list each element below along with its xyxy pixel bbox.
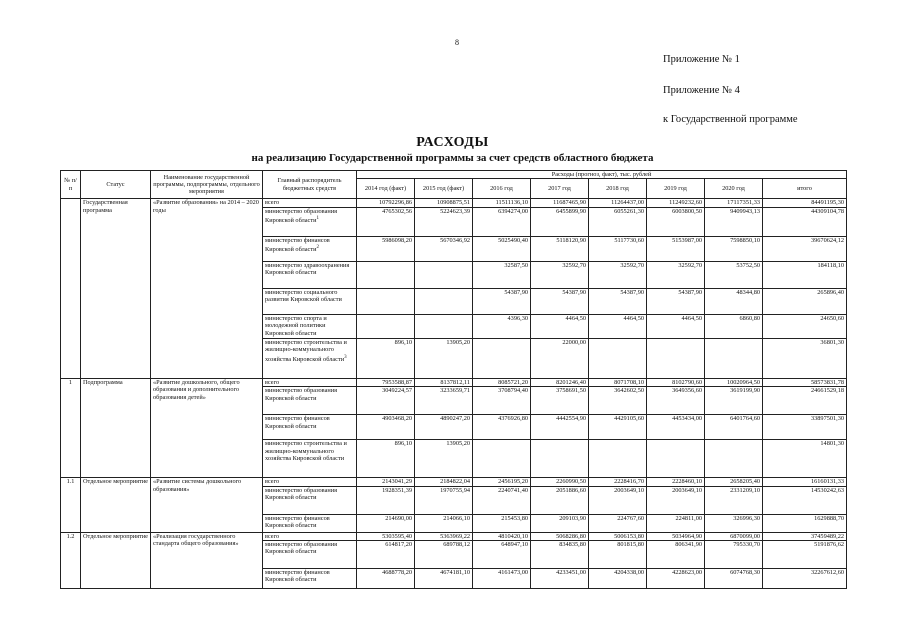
value-cell [589, 440, 647, 478]
value-cell: 896,10 [357, 440, 415, 478]
value-cell: 224811,00 [647, 514, 705, 532]
row-name: «Развитие образования» на 2014 – 2020 годы [151, 199, 263, 378]
row-executor [263, 478, 357, 486]
header-year: 2018 год [589, 179, 647, 199]
value-cell [705, 338, 763, 378]
value-cell [647, 440, 705, 478]
value-cell: 209103,90 [531, 514, 589, 532]
value-cell: 214066,10 [415, 514, 473, 532]
value-cell: 326996,30 [705, 514, 763, 532]
value-cell: 2003649,10 [589, 486, 647, 514]
row-executor [263, 199, 357, 207]
header-year: 2014 год (факт) [357, 179, 415, 199]
value-cell: 5986098,20 [357, 236, 415, 261]
value-cell: 32592,70 [531, 261, 589, 288]
value-cell: 4396,30 [473, 314, 531, 338]
document-title: РАСХОДЫ [416, 135, 489, 150]
value-cell: 4464,50 [589, 314, 647, 338]
value-cell: 8137812,11 [415, 378, 473, 386]
table-row [61, 378, 847, 386]
value-cell: 11687465,90 [531, 199, 589, 207]
executor-label: министерство финансов Кировской области [265, 569, 330, 584]
value-cell: 5363969,22 [415, 532, 473, 540]
table-row [61, 199, 847, 207]
value-cell [589, 338, 647, 378]
header-executor: Главный распорядитель бюджетных средств [263, 171, 357, 199]
value-cell: 32592,70 [589, 261, 647, 288]
value-cell: 4228623,00 [647, 569, 705, 589]
value-cell: 4688778,20 [357, 569, 415, 589]
value-cell: 3649356,60 [647, 387, 705, 415]
value-cell: 5224623,39 [415, 207, 473, 236]
value-cell: 2003649,10 [647, 486, 705, 514]
value-cell: 215453,80 [473, 514, 531, 532]
value-cell: 10908875,51 [415, 199, 473, 207]
value-cell: 4376926,80 [473, 415, 531, 440]
value-cell: 4674181,10 [415, 569, 473, 589]
value-cell: 801815,80 [589, 541, 647, 569]
value-cell: 16160131,33 [763, 478, 847, 486]
executor-label: министерство образования Кировской области [265, 541, 337, 556]
executor-label: всего [265, 378, 280, 386]
value-cell: 6860,80 [705, 314, 763, 338]
value-cell: 13905,20 [415, 338, 473, 378]
executor-label: министерство здравоохранения Кировской области [265, 261, 350, 277]
row-executor [263, 261, 357, 288]
value-cell: 4161473,00 [473, 569, 531, 589]
value-cell [473, 440, 531, 478]
executor-label: министерство образования Кировской области [265, 387, 337, 402]
value-cell: 54387,90 [531, 288, 589, 314]
value-cell: 14530242,63 [763, 486, 847, 514]
value-cell: 3642602,50 [589, 387, 647, 415]
value-cell: 3758691,50 [531, 387, 589, 415]
expenses-table [60, 170, 847, 589]
value-cell: 6394274,00 [473, 207, 531, 236]
executor-label: министерство финансов Кировской области [265, 514, 330, 530]
row-status: Подпрограмма [81, 378, 151, 477]
value-cell: 8085721,20 [473, 378, 531, 386]
executor-label: всего [265, 199, 280, 207]
value-cell: 32267612,60 [763, 569, 847, 589]
value-cell: 8102790,60 [647, 378, 705, 386]
row-executor [263, 532, 357, 540]
value-cell: 6455899,90 [531, 207, 589, 236]
appendix-line-1: Приложение № 1 [663, 54, 740, 65]
value-cell: 4453434,00 [647, 415, 705, 440]
value-cell: 44309104,78 [763, 207, 847, 236]
value-cell [357, 314, 415, 338]
value-cell: 54387,90 [647, 288, 705, 314]
value-cell: 32587,50 [473, 261, 531, 288]
row-executor [263, 415, 357, 440]
value-cell: 614817,20 [357, 541, 415, 569]
value-cell [415, 261, 473, 288]
row-executor [263, 387, 357, 415]
value-cell: 5303595,40 [357, 532, 415, 540]
table-row [61, 532, 847, 540]
value-cell: 54387,90 [589, 288, 647, 314]
value-cell: 6074768,30 [705, 569, 763, 589]
header-year: 2020 год [705, 179, 763, 199]
row-executor [263, 514, 357, 532]
footnote-mark: 2 [316, 245, 319, 251]
executor-label: министерство спорта и молодежной политики Кировской области [265, 314, 327, 337]
table-row [61, 478, 847, 486]
value-cell: 2051886,60 [531, 486, 589, 514]
row-num: 1 [61, 378, 81, 477]
header-expenses: Расходы (прогноз, факт), тыс. рублей [357, 171, 847, 179]
value-cell: 4890247,20 [415, 415, 473, 440]
header-year: 2015 год (факт) [415, 179, 473, 199]
executor-label: всего [265, 532, 280, 540]
value-cell: 1629888,70 [763, 514, 847, 532]
value-cell: 10792296,86 [357, 199, 415, 207]
value-cell: 2658205,40 [705, 478, 763, 486]
value-cell: 1970755,94 [415, 486, 473, 514]
row-name: «Развитие дошкольного, общего образования и дополнительного образования детей» [151, 378, 263, 477]
value-cell: 33897501,30 [763, 415, 847, 440]
row-executor [263, 314, 357, 338]
row-executor [263, 288, 357, 314]
row-executor [263, 569, 357, 589]
value-cell: 6055261,30 [589, 207, 647, 236]
row-executor [263, 378, 357, 386]
value-cell: 17117351,33 [705, 199, 763, 207]
value-cell: 4429105,60 [589, 415, 647, 440]
row-name: «Реализация государственного стандарта общего образования» [151, 532, 263, 588]
value-cell: 36801,30 [763, 338, 847, 378]
value-cell: 5068286,80 [531, 532, 589, 540]
value-cell: 22000,00 [531, 338, 589, 378]
row-executor [263, 207, 357, 236]
value-cell: 896,10 [357, 338, 415, 378]
footnote-mark: 1 [316, 216, 319, 222]
value-cell: 24661529,18 [763, 387, 847, 415]
value-cell [647, 338, 705, 378]
value-cell: 11511136,10 [473, 199, 531, 207]
value-cell [705, 440, 763, 478]
value-cell: 5153987,00 [647, 236, 705, 261]
value-cell: 806341,90 [647, 541, 705, 569]
value-cell: 4233451,00 [531, 569, 589, 589]
value-cell: 13905,20 [415, 440, 473, 478]
page-mark: 8 [455, 38, 459, 47]
value-cell: 7598850,10 [705, 236, 763, 261]
header-year: 2019 год [647, 179, 705, 199]
value-cell: 5006153,80 [589, 532, 647, 540]
row-executor [263, 236, 357, 261]
row-num: 1.1 [61, 478, 81, 532]
header-name: Наименование государственной программы, подпрограммы, отдельного мероприятия [151, 171, 263, 199]
value-cell: 184118,10 [763, 261, 847, 288]
value-cell: 3233659,71 [415, 387, 473, 415]
appendix-line-2: Приложение № 4 [663, 85, 740, 96]
value-cell: 84491195,30 [763, 199, 847, 207]
value-cell: 53752,50 [705, 261, 763, 288]
value-cell: 32592,70 [647, 261, 705, 288]
executor-label: министерство финансов Кировской области [265, 236, 330, 254]
row-status: Отдельное мероприятие [81, 478, 151, 532]
value-cell: 4810420,10 [473, 532, 531, 540]
value-cell: 24650,60 [763, 314, 847, 338]
value-cell: 7953588,87 [357, 378, 415, 386]
value-cell: 3049224,57 [357, 387, 415, 415]
value-cell: 224767,60 [589, 514, 647, 532]
row-executor [263, 440, 357, 478]
value-cell: 5025490,40 [473, 236, 531, 261]
value-cell [357, 261, 415, 288]
header-year: 2017 год [531, 179, 589, 199]
value-cell: 4204338,00 [589, 569, 647, 589]
row-num [61, 199, 81, 378]
value-cell: 10020964,50 [705, 378, 763, 386]
value-cell [531, 440, 589, 478]
value-cell: 648947,10 [473, 541, 531, 569]
value-cell: 54387,90 [473, 288, 531, 314]
value-cell [415, 288, 473, 314]
value-cell: 2228460,10 [647, 478, 705, 486]
executor-label: министерство образования Кировской области [265, 207, 337, 225]
appendix-line-3: к Государственной программе [663, 114, 798, 125]
value-cell: 1928351,39 [357, 486, 415, 514]
value-cell: 5670346,92 [415, 236, 473, 261]
header-status: Статус [81, 171, 151, 199]
value-cell: 2143041,29 [357, 478, 415, 486]
value-cell: 834835,80 [531, 541, 589, 569]
executor-label: всего [265, 478, 280, 486]
value-cell [357, 288, 415, 314]
value-cell: 6401764,60 [705, 415, 763, 440]
value-cell: 14801,30 [763, 440, 847, 478]
value-cell [415, 314, 473, 338]
value-cell: 214690,00 [357, 514, 415, 532]
value-cell: 5191876,62 [763, 541, 847, 569]
executor-label: министерство образования Кировской области [265, 486, 337, 502]
value-cell: 795330,70 [705, 541, 763, 569]
value-cell: 48344,80 [705, 288, 763, 314]
value-cell: 689788,12 [415, 541, 473, 569]
value-cell: 6870099,00 [705, 532, 763, 540]
executor-label: министерство строительства и жилищно-коммунального хозяйства Кировской области [265, 440, 347, 463]
value-cell: 5117730,60 [589, 236, 647, 261]
header-year: итого [763, 179, 847, 199]
value-cell: 6003800,50 [647, 207, 705, 236]
value-cell: 8201246,40 [531, 378, 589, 386]
executor-label: министерство социального развития Кировской области [265, 288, 342, 304]
row-executor [263, 338, 357, 378]
value-cell: 5118120,90 [531, 236, 589, 261]
value-cell: 2331209,10 [705, 486, 763, 514]
row-executor [263, 486, 357, 514]
value-cell: 2260990,50 [531, 478, 589, 486]
value-cell: 3619199,90 [705, 387, 763, 415]
value-cell: 265896,40 [763, 288, 847, 314]
row-executor [263, 541, 357, 569]
header-num: № п/п [61, 171, 81, 199]
value-cell: 5034964,90 [647, 532, 705, 540]
value-cell: 37459489,22 [763, 532, 847, 540]
header-year: 2016 год [473, 179, 531, 199]
value-cell: 9409943,13 [705, 207, 763, 236]
value-cell: 2228416,70 [589, 478, 647, 486]
row-status: Государственная программа [81, 199, 151, 378]
value-cell: 4765302,56 [357, 207, 415, 236]
value-cell: 8071708,10 [589, 378, 647, 386]
executor-label: министерство строительства и жилищно-коммунального хозяйства Кировской области [265, 338, 347, 363]
value-cell: 58573831,78 [763, 378, 847, 386]
value-cell: 3708794,40 [473, 387, 531, 415]
row-name: «Развитие системы дошкольного образования» [151, 478, 263, 532]
footnote-mark: 3 [344, 354, 347, 360]
executor-label: министерство финансов Кировской области [265, 415, 330, 430]
value-cell: 2184822,04 [415, 478, 473, 486]
value-cell: 4464,50 [647, 314, 705, 338]
row-num: 1.2 [61, 532, 81, 588]
value-cell: 11264437,00 [589, 199, 647, 207]
value-cell: 4903468,20 [357, 415, 415, 440]
value-cell: 39670624,12 [763, 236, 847, 261]
row-status: Отдельное мероприятие [81, 532, 151, 588]
value-cell: 2456195,20 [473, 478, 531, 486]
value-cell: 2240741,40 [473, 486, 531, 514]
value-cell: 4464,50 [531, 314, 589, 338]
value-cell: 11249232,60 [647, 199, 705, 207]
value-cell [473, 338, 531, 378]
document-subtitle: на реализацию Государственной программы за счет средств областного бюджета [251, 152, 654, 164]
value-cell: 4442554,90 [531, 415, 589, 440]
